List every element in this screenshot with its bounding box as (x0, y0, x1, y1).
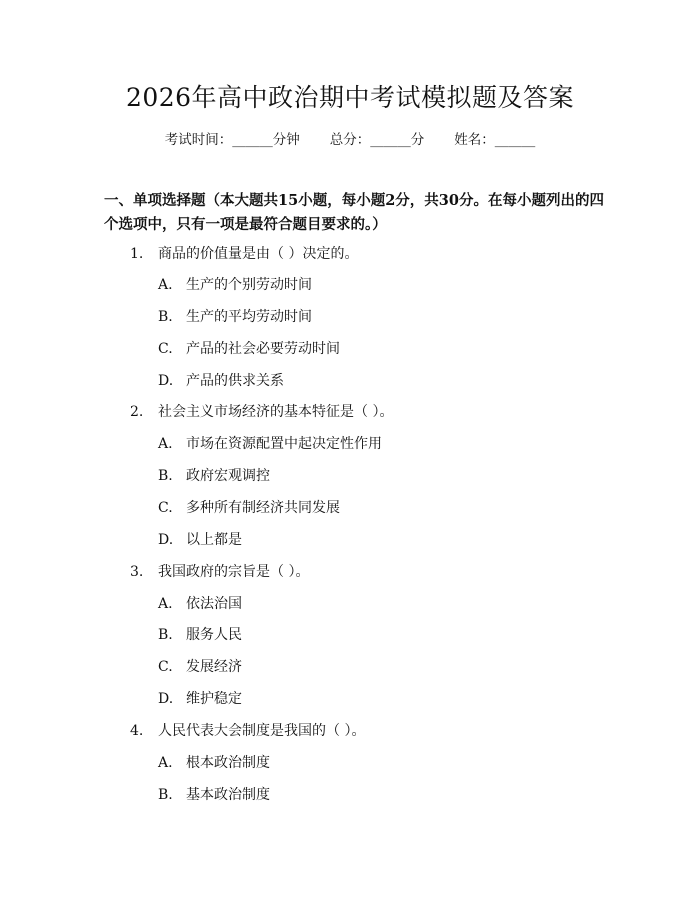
question-number: 3. (130, 564, 144, 580)
question (130, 562, 309, 582)
question-text: 我国政府的宗旨是（ ）。 (158, 564, 310, 580)
question (130, 402, 393, 422)
option-text: 维护稳定 (186, 691, 242, 707)
option-letter: B. (158, 787, 173, 803)
answer-option (158, 753, 270, 773)
answer-option (158, 657, 242, 677)
answer-option (158, 594, 242, 614)
option-text: 政府宏观调控 (186, 468, 270, 484)
answer-option (158, 530, 242, 550)
answer-option (158, 434, 382, 454)
option-letter: A. (158, 277, 173, 293)
option-letter: D. (158, 373, 174, 389)
question-text: 社会主义市场经济的基本特征是（ ）。 (158, 404, 394, 420)
answer-option (158, 339, 340, 359)
answer-option (158, 689, 242, 709)
option-text: 生产的平均劳动时间 (186, 309, 312, 325)
question-number: 2. (130, 404, 144, 420)
option-letter: B. (158, 627, 173, 643)
answer-option (158, 625, 242, 645)
question (130, 244, 358, 264)
option-letter: C. (158, 341, 173, 357)
total-score-field: 总分：______分 (329, 132, 425, 148)
option-letter: D. (158, 691, 174, 707)
answer-option (158, 785, 270, 805)
option-text: 发展经济 (186, 659, 242, 675)
answer-option (158, 371, 284, 391)
page-title: 2026年高中政治期中考试模拟题及答案 (125, 83, 575, 112)
exam-time-field: 考试时间：______分钟 (164, 132, 300, 148)
student-name-field: 姓名：______ (454, 132, 536, 148)
option-letter: C. (158, 500, 173, 516)
option-text: 依法治国 (186, 596, 242, 612)
question (130, 721, 365, 741)
option-letter: B. (158, 468, 173, 484)
option-letter: A. (158, 596, 173, 612)
option-text: 市场在资源配置中起决定性作用 (186, 436, 382, 452)
exam-meta (0, 130, 700, 150)
option-text: 生产的个别劳动时间 (186, 277, 312, 293)
answer-option (158, 275, 312, 295)
option-text: 根本政治制度 (186, 755, 270, 771)
option-letter: A. (158, 436, 173, 452)
option-letter: C. (158, 659, 173, 675)
option-text: 基本政治制度 (186, 787, 270, 803)
question-number: 1. (130, 246, 144, 262)
question-text: 商品的价值量是由（ ）决定的。 (158, 246, 359, 262)
option-text: 多种所有制经济共同发展 (186, 500, 340, 516)
answer-option (158, 498, 340, 518)
option-text: 以上都是 (186, 532, 242, 548)
answer-option (158, 466, 270, 486)
option-text: 服务人民 (186, 627, 242, 643)
option-text: 产品的供求关系 (186, 373, 284, 389)
option-text: 产品的社会必要劳动时间 (186, 341, 340, 357)
option-letter: D. (158, 532, 174, 548)
section-heading: 一、单项选择题（本大题共15小题，每小题2分，共30分。在每小题列出的四个选项中，只有一项是最符合题目要求的。） (104, 192, 604, 233)
question-number: 4. (130, 723, 144, 739)
answer-option (158, 307, 312, 327)
option-letter: B. (158, 309, 173, 325)
option-letter: A. (158, 755, 173, 771)
question-text: 人民代表大会制度是我国的（ ）。 (158, 723, 366, 739)
